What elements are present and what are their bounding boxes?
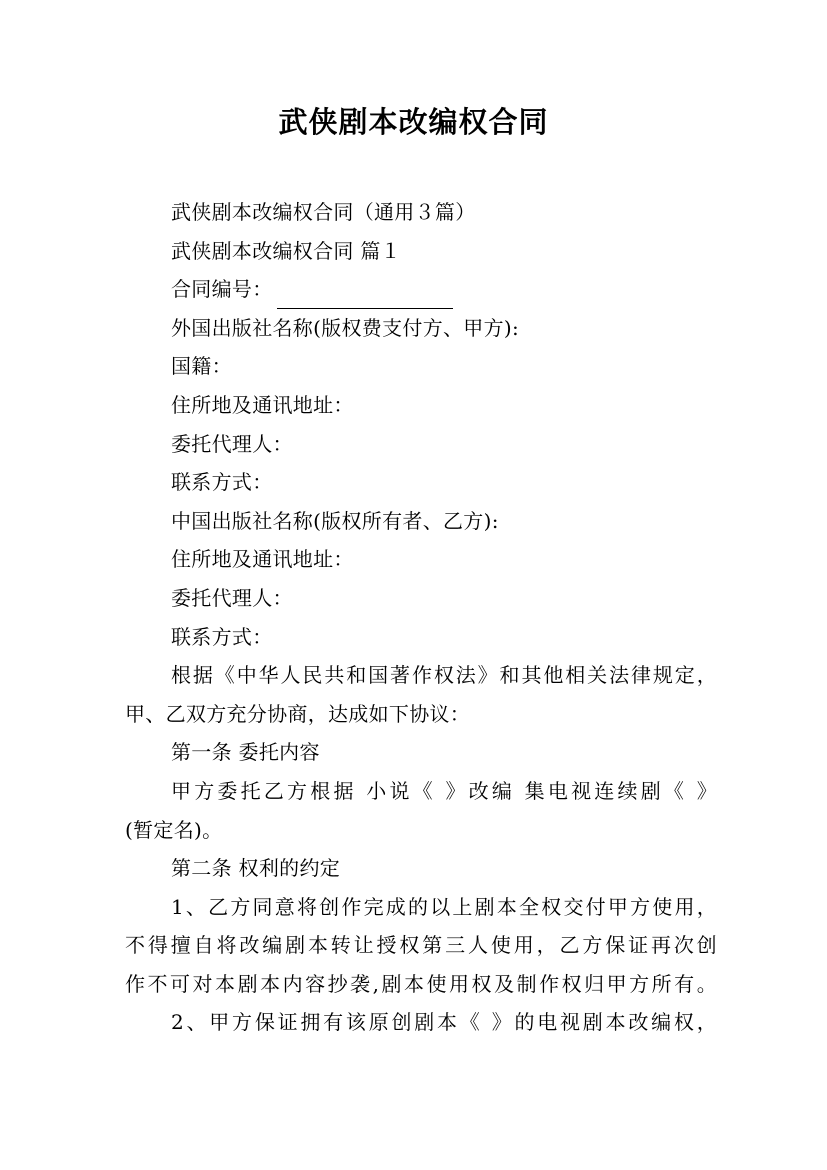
- paragraph-line: 外国出版社名称(版权费支付方、甲方):: [171, 315, 520, 340]
- paragraph-line: 国籍：: [171, 354, 232, 379]
- contract-number-line: [125, 270, 717, 309]
- paragraph-line: 1、乙方同意将创作完成的以上剧本全权交付甲方使用，: [171, 894, 717, 919]
- paragraph-line: 武侠剧本改编权合同 篇１: [171, 238, 401, 263]
- contract-number-label: 合同编号：: [171, 277, 273, 302]
- paragraph-line: 根据《中华人民共和国著作权法》和其他相关法律规定，: [171, 663, 717, 688]
- paragraph-line: 不得擅自将改编剧本转让授权第三人使用，乙方保证再次创: [125, 933, 717, 958]
- paragraph-line: 中国出版社名称(版权所有者、乙方):: [171, 508, 499, 533]
- paragraph-line: 住所地及通讯地址：: [171, 547, 354, 572]
- paragraph-line: (暂定名)。: [125, 817, 223, 842]
- section-heading: 第一条 委托内容: [171, 740, 320, 765]
- document-body: [125, 193, 717, 1042]
- paragraph-line: 甲、乙双方充分协商，达成如下协议：: [125, 701, 471, 726]
- paragraph-line: 作不可对本剧本内容抄袭,剧本使用权及制作权归甲方所有。: [125, 971, 717, 996]
- document-title: 武侠剧本改编权合同: [278, 105, 549, 139]
- section-heading: 第二条 权利的约定: [171, 856, 341, 881]
- paragraph-line: 甲方委托乙方根据 小说《 》改编 集电视连续剧《 》: [171, 778, 717, 803]
- contract-number-blank: [277, 286, 453, 309]
- paragraph-line: 住所地及通讯地址：: [171, 392, 354, 417]
- paragraph-line: 联系方式：: [171, 470, 273, 495]
- paragraph-line: 委托代理人：: [171, 585, 293, 610]
- paragraph-line: 委托代理人：: [171, 431, 293, 456]
- paragraph-line: 武侠剧本改编权合同（通用３篇）: [171, 200, 476, 224]
- paragraph-line: 2、甲方保证拥有该原创剧本《 》的电视剧本改编权，: [171, 1010, 717, 1035]
- paragraph-line: 联系方式：: [171, 624, 273, 649]
